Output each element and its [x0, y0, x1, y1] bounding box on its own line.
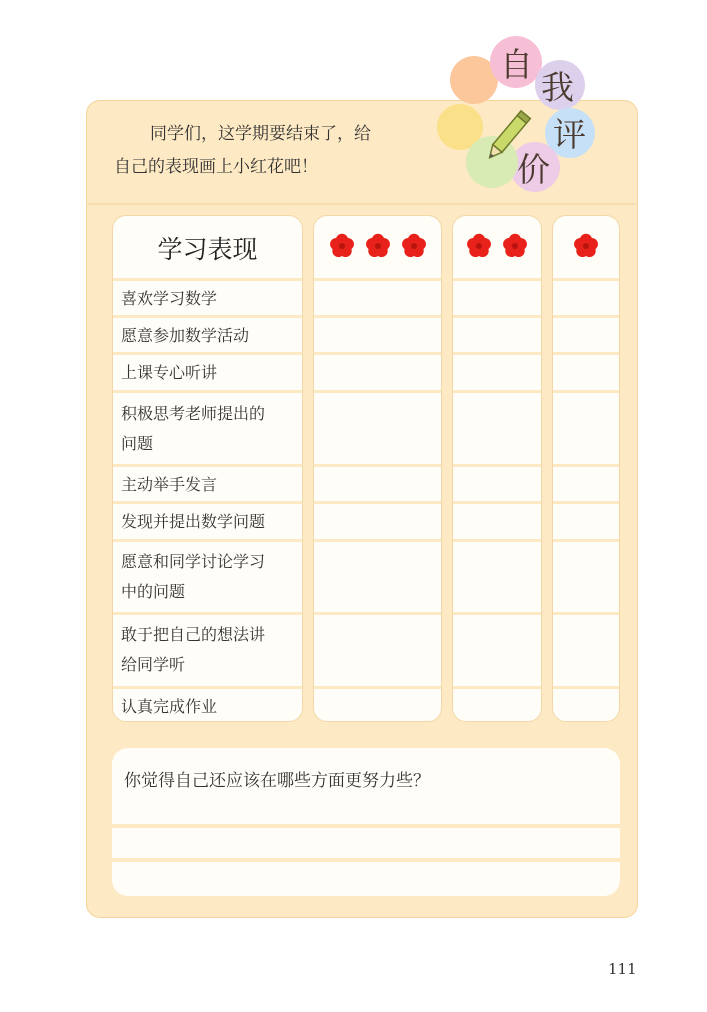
- badge-char-me: 我: [541, 68, 574, 107]
- rating-cell[interactable]: [314, 464, 441, 501]
- rating-cell[interactable]: [453, 539, 541, 612]
- row-label: 喜欢学习数学: [121, 289, 218, 308]
- rating-cell[interactable]: [453, 278, 541, 315]
- row-label: 愿意参加数学活动: [121, 326, 250, 345]
- rating-cell[interactable]: [553, 352, 619, 390]
- rating-cell[interactable]: [314, 352, 441, 390]
- red-flower-icon: [502, 233, 528, 259]
- rating-cell[interactable]: [314, 278, 441, 315]
- red-flower-icon: [329, 233, 355, 259]
- badge-char-value: 价: [517, 150, 550, 189]
- red-flower-icon: [401, 233, 427, 259]
- table-row: [113, 390, 302, 464]
- behavior-column: [112, 215, 303, 722]
- intro-line-2: 自己的表现画上小红花吧！: [114, 157, 318, 177]
- table-row: [113, 352, 302, 390]
- rating-cell[interactable]: [553, 464, 619, 501]
- row-label: 认真完成作业: [121, 697, 218, 716]
- rating-cell[interactable]: [553, 539, 619, 612]
- one-flower-column: [552, 215, 620, 722]
- panel-divider: [86, 203, 638, 205]
- writing-line: [112, 824, 620, 828]
- red-flower-icon: [573, 233, 599, 259]
- table-row: [113, 464, 302, 501]
- rating-cell[interactable]: [314, 539, 441, 612]
- rating-cell[interactable]: [553, 390, 619, 464]
- rating-cell[interactable]: [553, 501, 619, 539]
- table-row: [113, 539, 302, 612]
- rating-cell[interactable]: [314, 612, 441, 686]
- table-row: [113, 501, 302, 539]
- intro-line-1: 同学们，这学期要结束了，给: [150, 124, 371, 144]
- row-label: 主动举手发言: [121, 475, 218, 494]
- two-flower-header: [453, 216, 541, 278]
- rating-cell[interactable]: [453, 686, 541, 722]
- three-flower-header: [314, 216, 441, 278]
- row-label: 上课专心听讲: [121, 363, 218, 382]
- table-row: [113, 612, 302, 686]
- rating-cell[interactable]: [453, 612, 541, 686]
- red-flower-icon: [466, 233, 492, 259]
- badge-char-evaluate: 评: [553, 115, 586, 154]
- row-label: 发现并提出数学问题: [121, 512, 266, 531]
- row-label: 愿意和同学讨论学习 中的问题: [121, 552, 266, 601]
- rating-cell[interactable]: [553, 278, 619, 315]
- one-flower-header: [553, 216, 619, 278]
- table-row: [113, 278, 302, 315]
- row-label: 敢于把自己的想法讲 给同学听: [121, 625, 266, 674]
- rating-cell[interactable]: [314, 501, 441, 539]
- two-flower-column: [452, 215, 542, 722]
- badge-char-self: 自: [500, 45, 533, 84]
- behavior-header-label: 学习表现: [157, 235, 258, 264]
- table-row: [113, 686, 302, 722]
- intro-text: [114, 118, 414, 184]
- row-label: 积极思考老师提出的 问题: [121, 404, 266, 453]
- table-row: [113, 315, 302, 352]
- rating-cell[interactable]: [453, 464, 541, 501]
- rating-cell[interactable]: [453, 501, 541, 539]
- rating-cell[interactable]: [314, 390, 441, 464]
- rating-cell[interactable]: [453, 352, 541, 390]
- reflection-box: [112, 748, 620, 896]
- rating-cell[interactable]: [314, 315, 441, 352]
- red-flower-icon: [365, 233, 391, 259]
- reflection-question: 你觉得自己还应该在哪些方面更努力些？: [124, 771, 430, 791]
- behavior-column-header: [113, 216, 302, 278]
- rating-cell[interactable]: [553, 612, 619, 686]
- rating-cell[interactable]: [453, 315, 541, 352]
- rating-cell[interactable]: [314, 686, 441, 722]
- rating-cell[interactable]: [453, 390, 541, 464]
- pencil-icon: [478, 104, 536, 170]
- page-number: 111: [608, 960, 637, 978]
- three-flower-column: [313, 215, 442, 722]
- rating-cell[interactable]: [553, 686, 619, 722]
- rating-cell[interactable]: [553, 315, 619, 352]
- writing-line: [112, 858, 620, 862]
